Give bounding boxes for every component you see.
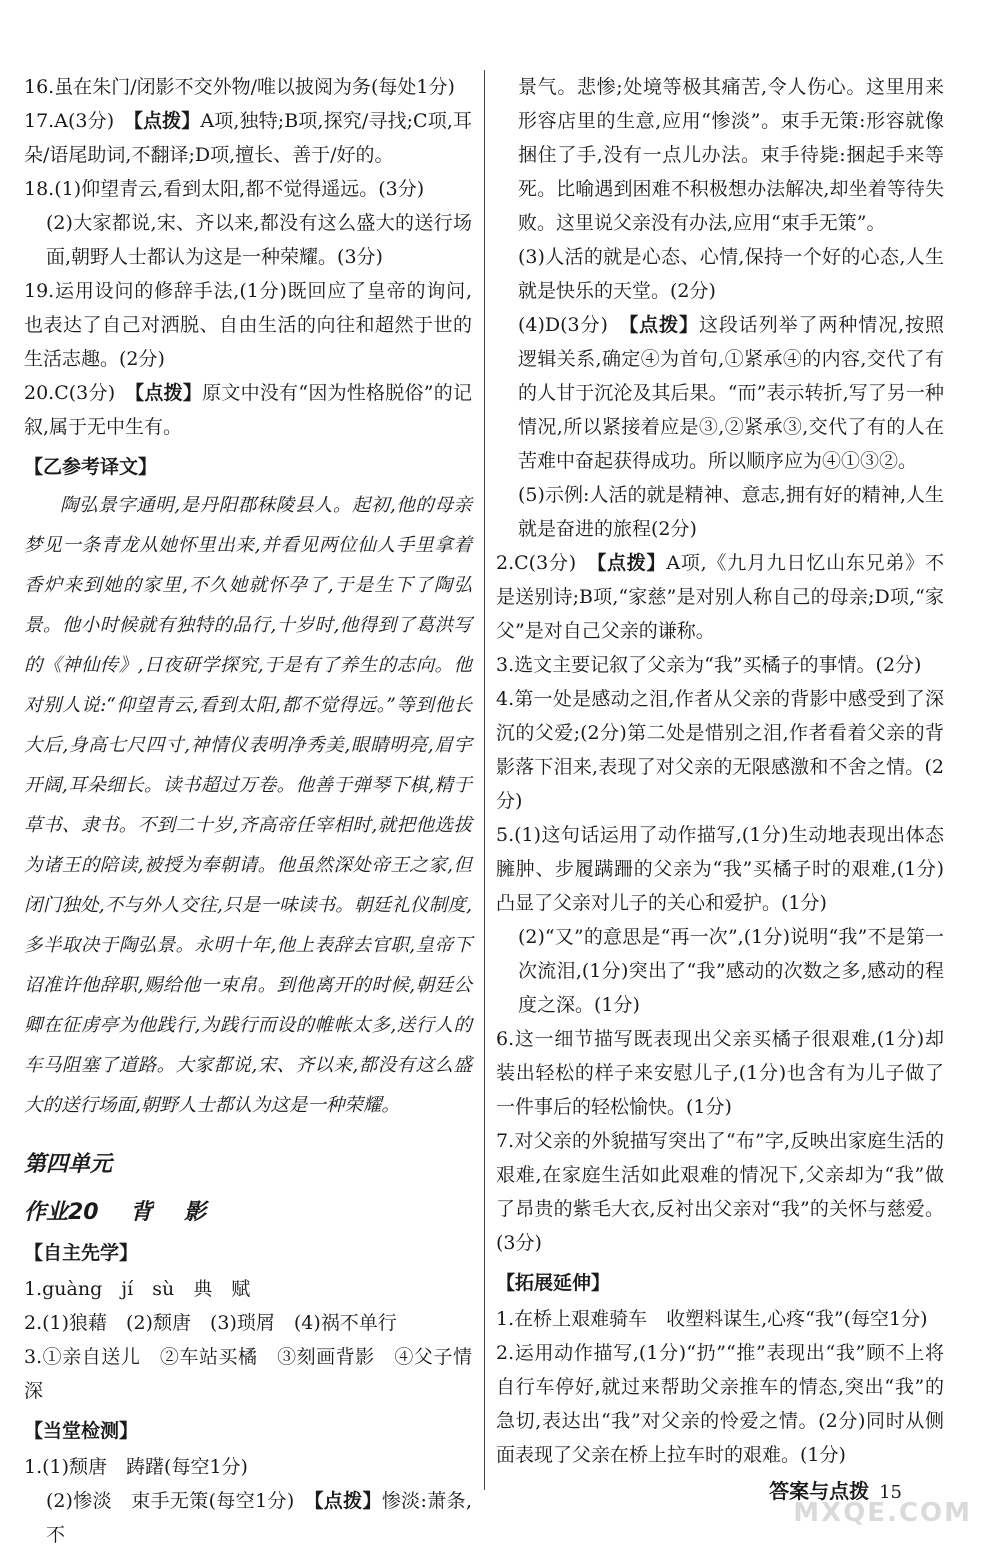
answer-item: 3.①亲自送儿 ②车站买橘 ③刻画背影 ④父子情深 — [24, 1346, 472, 1402]
answer-text: 原文中没有“因为性格脱俗”的记叙,属于无中生有。 — [24, 382, 472, 438]
hint-tag: 【点拨】 — [596, 552, 667, 574]
answer-item: 4.第一处是感动之泪,作者从父亲的背影中感受到了深沉的父爱;(2分)第二处是惜别之泪,作者看着父亲的背影落下泪来,表现了对父亲的无限感激和不舍之情。(2分) — [496, 688, 944, 812]
homework-title-char-1: 背 — [130, 1200, 153, 1225]
translation-heading: 【乙参考译文】 — [24, 456, 158, 478]
right-answer-list — [496, 70, 944, 1260]
answer-item: 5.(1)这句话运用了动作描写,(1分)生动地表现出体态臃肿、步履蹒跚的父亲为“我”买橘子时的艰难,(1分)凸显了父亲对儿子的关心和爱护。(1分) — [496, 824, 944, 914]
zizhu-heading: 【自主先学】 — [24, 1242, 139, 1264]
left-column — [24, 70, 472, 1552]
answer-item: 1.guàng jí sù 典 赋 — [24, 1278, 251, 1300]
answer-item: 6.这一细节描写既表现出父亲买橘子很艰难,(1分)却装出轻松的样子来安慰儿子,(1分)也含有为儿子做了一件事后的轻松愉快。(1分) — [496, 1028, 944, 1118]
tuozhan-heading: 【拓展延伸】 — [496, 1272, 611, 1294]
answer-item: 2.(1)狼藉 (2)颓唐 (3)琐屑 (4)祸不单行 — [24, 1312, 397, 1334]
right-column — [496, 70, 944, 1472]
hint-tag: 【点拨】 — [134, 382, 203, 404]
answer-text: A项,《九月九日忆山东兄弟》不是送别诗;B项,“家慈”是对别人称自己的母亲;D项,“家父”是对自己父亲的谦称。 — [496, 552, 944, 642]
page-number: 15 — [879, 1482, 902, 1503]
hint-tag: 【点拨】 — [628, 314, 699, 336]
dangtang-list — [24, 1450, 472, 1552]
answer-text: 2.C(3分) — [496, 552, 597, 574]
answer-item: 19.运用设问的修辞手法,(1分)既回应了皇帝的询问,也表达了自己对洒脱、自由生活的向往和超然于世的生活志趣。(2分) — [24, 280, 472, 370]
answer-text: (2)惨淡 束手无策(每空1分) — [46, 1490, 314, 1512]
answer-item — [24, 104, 472, 172]
answer-item: 16.虽在朱门/闭影不交外物/唯以披阅为务(每处1分) — [24, 76, 455, 98]
homework-title-char-2: 影 — [183, 1200, 206, 1225]
answer-text: (4)D(3分) — [518, 314, 629, 336]
answer-item: 景气。悲惨;处境等极其痛苦,令人伤心。这里用来形容店里的生意,应用“惨淡”。束手无策:形容就像捆住了手,没有一点儿办法。束手待毙:捆起手来等死。比喻遇到困难不积极想办法解决,却坐着等待失败。这里说父亲没有办法,应用“束手无策”。 — [518, 76, 944, 234]
answer-item: (2)“又”的意思是“再一次”,(1分)说明“我”不是第一次流泪,(1分)突出了“我”感动的次数之多,感动的程度之深。(1分) — [518, 926, 944, 1016]
homework-title — [24, 1196, 472, 1230]
translation-text: 陶弘景字通明,是丹阳郡秣陵县人。起初,他的母亲梦见一条青龙从她怀里出来,并看见两位仙人手里拿着香炉来到她的家里,不久她就怀孕了,于是生下了陶弘景。他小时候就有独特的品行,十岁时,他得到了葛洪写的《神仙传》,日夜研学探究,于是有了养生的志向。他对别人说:“仰望青云,看到太阳,都不觉得远。”等到他长大后,身高七尺四寸,神情仪表明净秀美,眼睛明亮,眉宇开阔,耳朵细长。读书超过万卷。他善于弹琴下棋,精于草书、隶书。不到二十岁,齐高帝任宰相时,就把他选拔为诸王的陪读,被授为奉朝请。他虽然深处帝王之家,但闭门独处,不与外人交往,只是一味读书。朝廷礼仪制度,多半取决于陶弘景。永明十年,他上表辞去官职,皇帝下诏准许他辞职,赐给他一束帛。到他离开的时候,朝廷公卿在征虏亭为他践行,为践行而设的帷帐太多,送行人的车马阻塞了道路。大家都说,宋、齐以来,都没有这么盛大的送行场面,朝野人士都认为这是一种荣耀。 — [24, 495, 472, 1116]
zizhu-list — [24, 1272, 472, 1408]
hint-tag: 【点拨】 — [313, 1490, 382, 1512]
column-divider — [484, 70, 485, 1490]
answer-text: 这段话列举了两种情况,按照逻辑关系,确定④为首句,①紧承④的内容,交代了有的人甘于沉沦及其后果。“而”表示转折,写了另一种情况,所以紧接着应是③,②紧承③,交代了有的人在苦难中奋起获得成功。所以顺序应为④①③②。 — [518, 314, 945, 472]
answer-item: (5)示例:人活的就是精神、意志,拥有好的精神,人生就是奋进的旅程(2分) — [518, 484, 944, 540]
answer-text: A项,独特;B项,探究/寻找;C项,耳朵/语尾助词,不翻译;D项,擅长、善于/好的。 — [24, 110, 472, 166]
left-answer-list — [24, 70, 472, 444]
answer-item — [496, 308, 944, 478]
answer-item: 7.对父亲的外貌描写突出了“布”字,反映出家庭生活的艰难,在家庭生活如此艰难的情况下,父亲却为“我”做了昂贵的紫毛大衣,反衬出父亲对“我”的关怀与慈爱。(3分) — [496, 1130, 944, 1254]
answer-text: 惨淡:萧条,不 — [46, 1490, 472, 1546]
homework-number: 作业20 — [24, 1200, 99, 1225]
tuozhan-list — [496, 1302, 944, 1472]
answer-item — [496, 546, 944, 648]
unit-title: 第四单元 — [24, 1152, 113, 1177]
watermark-logo: MXQE.COM — [793, 1498, 972, 1528]
answer-item: (2)大家都说,宋、齐以来,都没有这么盛大的送行场面,朝野人士都认为这是一种荣耀。(3分) — [46, 212, 472, 268]
answer-text: 17.A(3分) — [24, 110, 134, 132]
answer-item: 18.(1)仰望青云,看到太阳,都不觉得遥远。(3分) — [24, 178, 425, 200]
answer-item: 2.运用动作描写,(1分)“扔”“推”表现出“我”顾不上将自行车停好,就过来帮助父亲推车的情态,突出“我”的急切,表达出“我”对父亲的怜爱之情。(2分)同时从侧面表现了父亲在桥上拉车时的艰难。(1分) — [496, 1342, 944, 1466]
answer-item: 1.(1)颓唐 踌躇(每空1分) — [24, 1456, 248, 1478]
answer-item: 1.在桥上艰难骑车 收塑料谋生,心疼“我”(每空1分) — [496, 1308, 928, 1330]
answer-item: 3.选文主要记叙了父亲为“我”买橘子的事情。(2分) — [496, 654, 922, 676]
answer-item — [24, 376, 472, 444]
hint-tag: 【点拨】 — [133, 110, 201, 132]
answer-item: (3)人活的就是心态、心情,保持一个好的心态,人生就是快乐的天堂。(2分) — [518, 246, 944, 302]
dangtang-heading: 【当堂检测】 — [24, 1420, 139, 1442]
answer-text: 20.C(3分) — [24, 382, 135, 404]
footer-label: 答案与点拨 — [769, 1479, 870, 1503]
answer-item — [24, 1484, 472, 1552]
